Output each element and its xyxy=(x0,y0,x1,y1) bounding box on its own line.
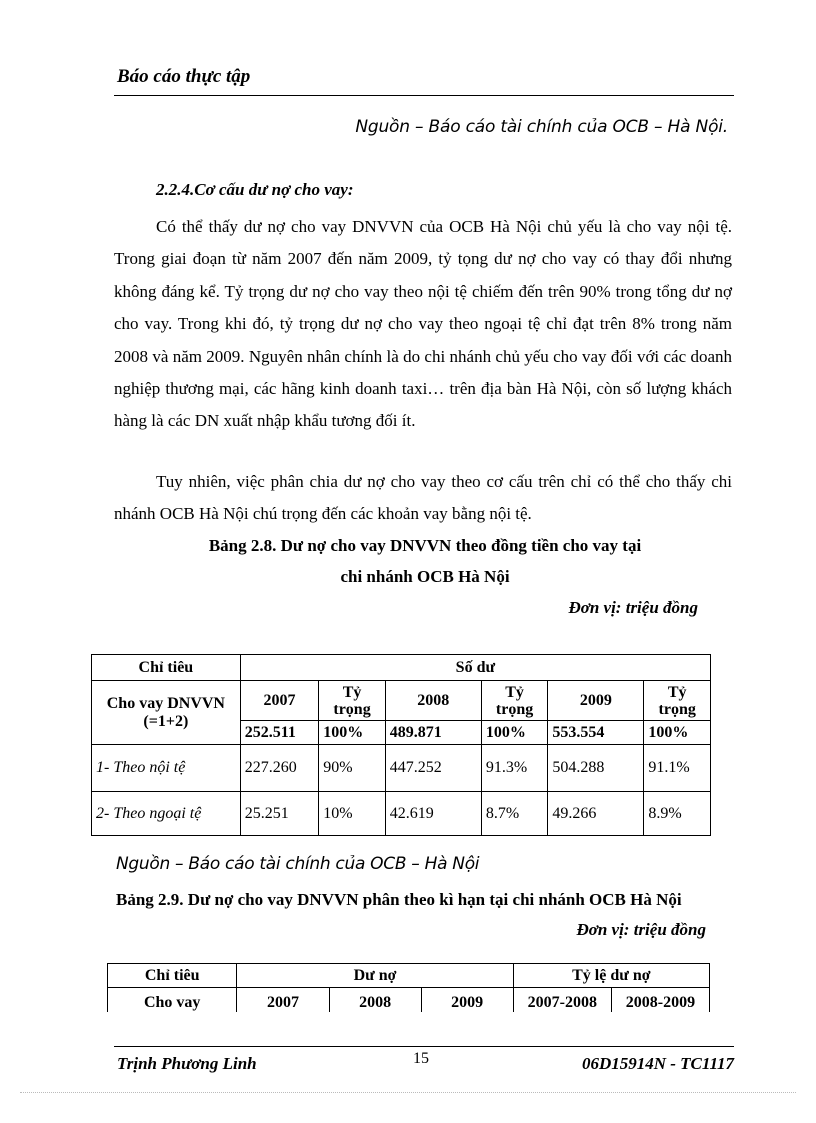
row-label: Cho vay xyxy=(108,988,237,1013)
paragraph-1-text: Có thể thấy dư nợ cho vay DNVVN của OCB Hà Nội chủ yếu là cho vay nội tệ. Trong giai đoạn từ năm 2007 đến năm 2009, tỷ tọng dư nợ cho vay có thay đổi nhưng không đáng kể. Tỷ trọng dư nợ cho vay theo nội tệ chiếm đến trên 90% trong tổng dư nợ cho vay. Trong khi đó, tỷ trọng dư nợ cho vay theo ngoại tệ chỉ đạt trên 8% trong năm 2008 và năm 2009. Nguyên nhân chính là do chi nhánh chủ yếu cho vay đối với các doanh nghiệp thương mại, các hãng kinh doanh taxi… trên địa bàn Hà Nội, còn số lượng khách hàng là các DN xuất nhập khẩu tương đối ít. xyxy=(114,217,732,431)
total-cell: 489.871 xyxy=(385,721,481,745)
footer-rule xyxy=(114,1046,734,1047)
ty-trong-2007: Tỷ trọng xyxy=(319,681,386,721)
footer-code: 06D15914N - TC1117 xyxy=(581,1054,734,1073)
header-chi-tieu: Chỉ tiêu xyxy=(108,964,237,988)
header-du-no: Dư nợ xyxy=(237,964,513,988)
total-cell: 553.554 xyxy=(548,721,644,745)
header-title: Báo cáo thực tập xyxy=(117,66,251,87)
table-subheader-row xyxy=(108,988,710,1013)
paragraph-1 xyxy=(114,211,732,438)
row-label: 2- Theo ngoại tệ xyxy=(92,792,241,836)
table-2-8-unit: Đơn vị: triệu đồng xyxy=(568,598,698,617)
table-2-8-title-line2: chi nhánh OCB Hà Nội xyxy=(340,567,510,586)
table-cell: 90% xyxy=(319,745,386,792)
ty-trong-2009: Tỷ trọng xyxy=(644,681,711,721)
table-2-9-title: Bảng 2.9. Dư nợ cho vay DNVVN phân theo kì hạn tại chi nhánh OCB Hà Nội xyxy=(116,890,682,909)
row-label: 1- Theo nội tệ xyxy=(92,745,241,792)
table-cell: 504.288 xyxy=(548,745,644,792)
footer-author: Trịnh Phương Linh xyxy=(117,1054,257,1073)
header-ty-le: Tỷ lệ dư nợ xyxy=(513,964,709,988)
table-row xyxy=(92,792,711,836)
period-2008-2009: 2008-2009 xyxy=(611,988,709,1013)
paragraph-2-text: Tuy nhiên, việc phân chia dư nợ cho vay theo cơ cấu trên chỉ có thể cho thấy chi nhánh OCB Hà Nội chú trọng đến các khoản vay bằng nội tệ. xyxy=(114,472,732,524)
total-cell: 100% xyxy=(481,721,548,745)
table-cell: 49.266 xyxy=(548,792,644,836)
header-so-du: Số dư xyxy=(240,655,710,681)
table-subheader-row xyxy=(92,681,711,721)
period-2007-2008: 2007-2008 xyxy=(513,988,611,1013)
header-rule xyxy=(114,95,734,96)
table-cell: 42.619 xyxy=(385,792,481,836)
table-cell: 8.9% xyxy=(644,792,711,836)
year-2007: 2007 xyxy=(237,988,329,1013)
table-cell: 10% xyxy=(319,792,386,836)
section-heading: 2.2.4.Cơ cấu dư nợ cho vay: xyxy=(156,180,354,199)
table-2-9-unit: Đơn vị: triệu đồng xyxy=(576,920,706,939)
table-2-8-title-line1: Bảng 2.8. Dư nợ cho vay DNVVN theo đồng tiền cho vay tại xyxy=(208,536,642,555)
table-cell: 25.251 xyxy=(240,792,319,836)
paragraph-2 xyxy=(114,466,732,531)
ty-trong-2008: Tỷ trọng xyxy=(481,681,548,721)
table-cell: 447.252 xyxy=(385,745,481,792)
table-2-8 xyxy=(91,654,711,836)
table-cell: 227.260 xyxy=(240,745,319,792)
table-cell: 91.1% xyxy=(644,745,711,792)
table-cell: 91.3% xyxy=(481,745,548,792)
table-row xyxy=(92,745,711,792)
year-2009: 2009 xyxy=(548,681,644,721)
table-header-row xyxy=(92,655,711,681)
year-2008: 2008 xyxy=(329,988,421,1013)
page-edge xyxy=(20,1092,796,1093)
footer-page-number: 15 xyxy=(413,1050,429,1067)
source-note-top: Nguồn – Báo cáo tài chính của OCB – Hà Nội. xyxy=(355,117,728,137)
row-label-cho-vay: Cho vay DNVVN (=1+2) xyxy=(92,681,241,745)
table-cell: 8.7% xyxy=(481,792,548,836)
year-2007: 2007 xyxy=(240,681,319,721)
table-header-row xyxy=(108,964,710,988)
year-2009: 2009 xyxy=(421,988,513,1013)
year-2008: 2008 xyxy=(385,681,481,721)
table-2-9 xyxy=(107,963,710,1012)
total-cell: 252.511 xyxy=(240,721,319,745)
total-cell: 100% xyxy=(319,721,386,745)
source-note-mid: Nguồn – Báo cáo tài chính của OCB – Hà Nội xyxy=(116,854,480,874)
header-chi-tieu: Chỉ tiêu xyxy=(92,655,241,681)
table-2-9-clip xyxy=(100,960,720,1012)
total-cell: 100% xyxy=(644,721,711,745)
